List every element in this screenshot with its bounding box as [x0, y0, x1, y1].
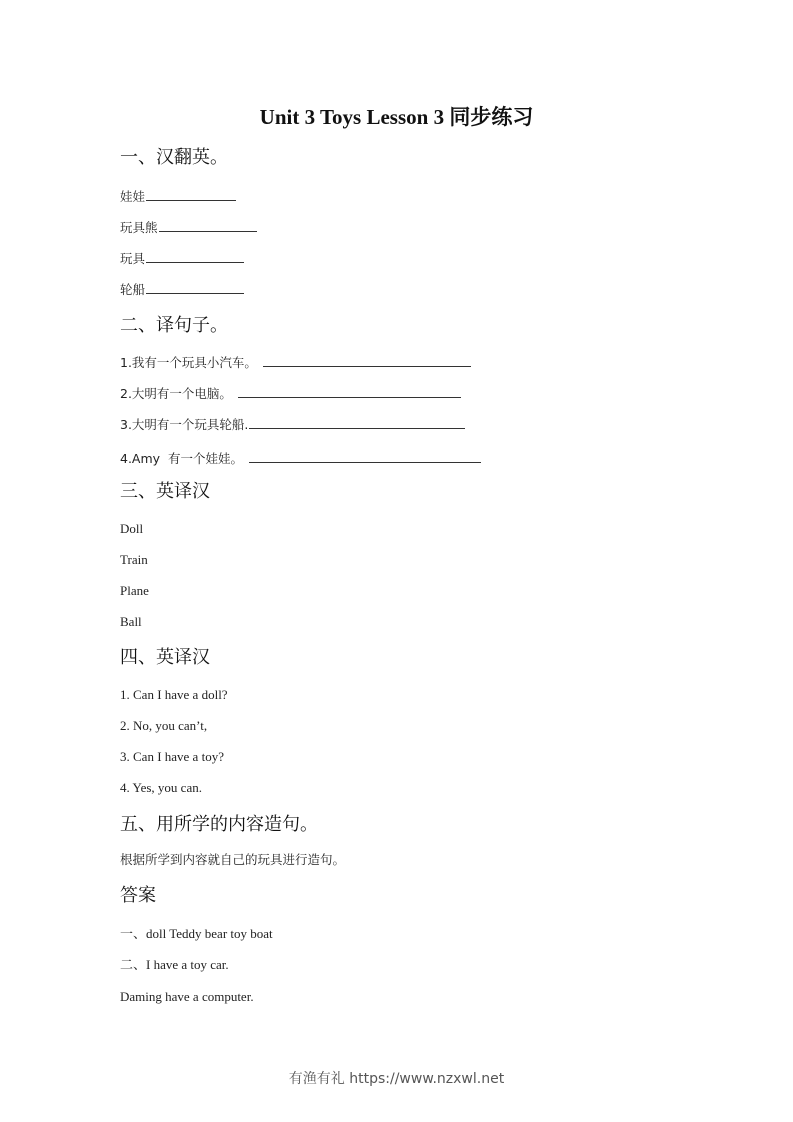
vocab-prompt: 娃娃 — [120, 189, 146, 204]
answer-line: 二、I have a toy car. — [120, 957, 229, 972]
sentence-item: 2. No, you can’t, — [120, 718, 208, 733]
sentence-prompt: 1.我有一个玩具小汽车。 — [120, 355, 257, 370]
section-heading-english-to-chinese-words: 三、英译汉 — [120, 481, 210, 502]
answer-line: Daming have a computer. — [120, 989, 254, 1004]
section-heading-chinese-to-english: 一、汉翻英。 — [120, 147, 228, 168]
sentence-item — [120, 416, 465, 433]
answer-blank[interactable] — [159, 219, 257, 232]
sentence-item — [120, 354, 471, 371]
word-item: Plane — [120, 583, 149, 598]
sentence-prompt: 3.大明有一个玩具轮船. — [120, 417, 249, 432]
section-heading-answers: 答案 — [120, 885, 156, 906]
word-item: Ball — [120, 614, 142, 629]
section-heading-make-sentences: 五、用所学的内容造句。 — [120, 814, 318, 835]
vocab-prompt: 轮船 — [120, 282, 146, 297]
sentence-prompt: 4.Amy 有一个娃娃。 — [120, 451, 243, 466]
vocab-prompt: 玩具熊 — [120, 220, 158, 235]
section-heading-english-to-chinese-sentences: 四、英译汉 — [120, 647, 210, 668]
document-title: Unit 3 Toys Lesson 3 同步练习 — [259, 105, 534, 129]
vocab-prompt: 玩具 — [120, 251, 146, 266]
watermark-footer: 有渔有礼 https://www.nzxwl.net — [288, 1071, 505, 1087]
answer-blank[interactable] — [249, 450, 481, 463]
section-heading-translate-sentences: 二、译句子。 — [120, 315, 228, 336]
sentence-item — [120, 385, 461, 402]
sentence-item: 4. Yes, you can. — [120, 780, 202, 795]
word-item: Doll — [120, 521, 144, 536]
instruction-text: 根据所学到内容就自己的玩具进行造句。 — [120, 852, 346, 867]
vocab-item — [120, 188, 236, 205]
answer-blank[interactable] — [146, 188, 236, 201]
answer-blank[interactable] — [146, 250, 244, 263]
sentence-prompt: 2.大明有一个电脑。 — [120, 386, 232, 401]
answer-blank[interactable] — [238, 385, 461, 398]
vocab-item — [120, 250, 244, 267]
answer-blank[interactable] — [146, 281, 244, 294]
vocab-item — [120, 219, 257, 236]
answer-blank[interactable] — [263, 354, 471, 367]
vocab-item — [120, 281, 244, 298]
word-item: Train — [120, 552, 148, 567]
answer-line: 一、doll Teddy bear toy boat — [120, 926, 273, 941]
answer-blank[interactable] — [249, 416, 465, 429]
sentence-item: 3. Can I have a toy? — [120, 749, 224, 764]
sentence-item: 1. Can I have a doll? — [120, 687, 228, 702]
sentence-item — [120, 450, 481, 467]
